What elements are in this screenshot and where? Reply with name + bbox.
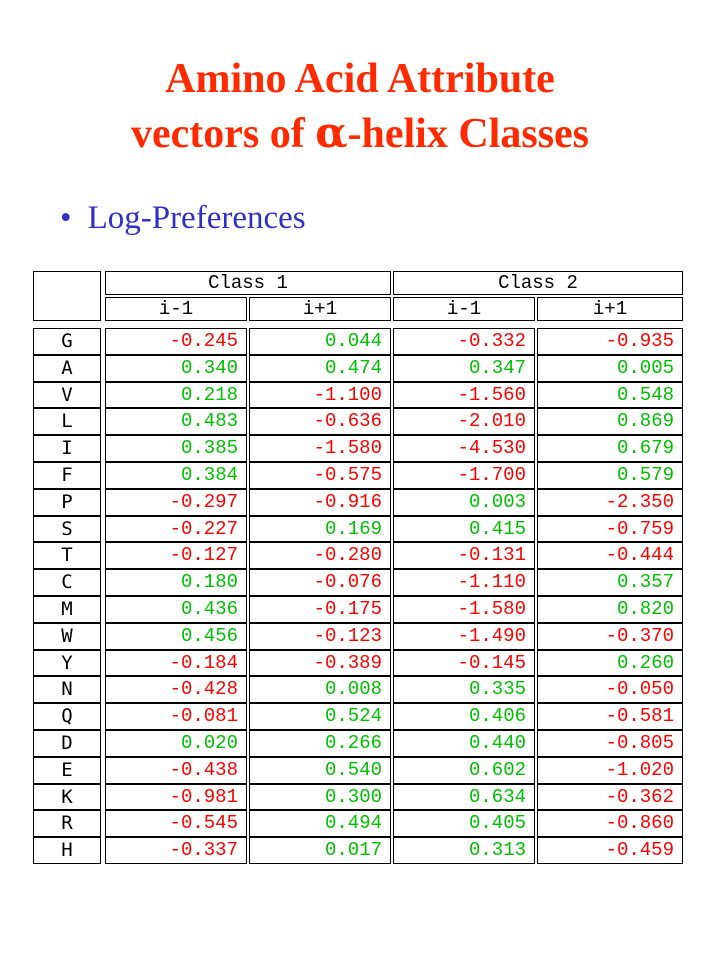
slide-title	[0, 52, 720, 161]
value-cell: 0.357	[537, 569, 683, 596]
value-cell: 0.474	[249, 355, 391, 382]
value-cell: 0.483	[105, 408, 247, 435]
value-cell: -1.020	[537, 757, 683, 784]
value-cell: 0.406	[393, 703, 535, 730]
class-header-1: Class 1	[105, 271, 391, 295]
value-cell: -0.575	[249, 462, 391, 489]
bullet-dot: •	[60, 200, 72, 236]
corner-cell	[33, 271, 101, 321]
title-line-2-prefix: vectors of	[130, 111, 316, 157]
value-cell: 0.540	[249, 757, 391, 784]
value-cell: 0.218	[105, 382, 247, 409]
value-cell: -0.370	[537, 623, 683, 650]
amino-acid-label: G	[33, 328, 101, 355]
value-cell: 0.008	[249, 676, 391, 703]
amino-acid-label: S	[33, 516, 101, 543]
value-cell: 0.169	[249, 516, 391, 543]
value-cell: -0.245	[105, 328, 247, 355]
amino-acid-label: R	[33, 810, 101, 837]
value-cell: -0.362	[537, 784, 683, 811]
title-line-1: Amino Acid Attribute	[165, 56, 555, 102]
value-cell: 0.384	[105, 462, 247, 489]
value-cell: 0.679	[537, 435, 683, 462]
value-cell: -0.081	[105, 703, 247, 730]
value-cell: -0.127	[105, 542, 247, 569]
value-cell: 0.180	[105, 569, 247, 596]
value-cell: -0.227	[105, 516, 247, 543]
value-cell: 0.405	[393, 810, 535, 837]
value-cell: 0.266	[249, 730, 391, 757]
sub-header-1: i-1	[105, 297, 247, 321]
value-cell: -4.530	[393, 435, 535, 462]
value-cell: -0.581	[537, 703, 683, 730]
value-cell: -0.636	[249, 408, 391, 435]
value-cell: -0.459	[537, 837, 683, 864]
value-cell: -0.545	[105, 810, 247, 837]
value-cell: 0.456	[105, 623, 247, 650]
amino-acid-label: V	[33, 382, 101, 409]
amino-acid-label: M	[33, 596, 101, 623]
amino-acid-label: I	[33, 435, 101, 462]
title-line-2-suffix: -helix Classes	[347, 111, 590, 157]
value-cell: -1.700	[393, 462, 535, 489]
class-header-2: Class 2	[393, 271, 683, 295]
amino-acid-label: P	[33, 489, 101, 516]
value-cell: 0.440	[393, 730, 535, 757]
value-cell: -0.280	[249, 542, 391, 569]
value-cell: -0.050	[537, 676, 683, 703]
value-cell: -0.444	[537, 542, 683, 569]
value-cell: -1.490	[393, 623, 535, 650]
value-cell: 0.260	[537, 650, 683, 677]
value-cell: -0.428	[105, 676, 247, 703]
value-cell: 0.579	[537, 462, 683, 489]
value-cell: 0.524	[249, 703, 391, 730]
value-cell: 0.044	[249, 328, 391, 355]
value-cell: 0.020	[105, 730, 247, 757]
value-cell: 0.634	[393, 784, 535, 811]
value-cell: -0.332	[393, 328, 535, 355]
sub-header-4: i+1	[537, 297, 683, 321]
value-cell: 0.548	[537, 382, 683, 409]
value-cell: 0.820	[537, 596, 683, 623]
value-cell: -2.010	[393, 408, 535, 435]
value-cell: 0.313	[393, 837, 535, 864]
amino-acid-label: H	[33, 837, 101, 864]
value-cell: -0.297	[105, 489, 247, 516]
value-cell: -1.110	[393, 569, 535, 596]
value-cell: -1.580	[393, 596, 535, 623]
value-cell: -0.438	[105, 757, 247, 784]
amino-acid-label: F	[33, 462, 101, 489]
value-cell: -0.935	[537, 328, 683, 355]
value-cell: 0.602	[393, 757, 535, 784]
value-cell: -2.350	[537, 489, 683, 516]
amino-acid-label: A	[33, 355, 101, 382]
value-cell: -0.916	[249, 489, 391, 516]
amino-acid-label: E	[33, 757, 101, 784]
value-cell: -0.131	[393, 542, 535, 569]
value-cell: 0.017	[249, 837, 391, 864]
value-cell: 0.340	[105, 355, 247, 382]
bullet-text: Log-Preferences	[87, 200, 306, 236]
log-preferences-table	[33, 271, 683, 875]
value-cell: -0.337	[105, 837, 247, 864]
value-cell: -0.389	[249, 650, 391, 677]
value-cell: 0.300	[249, 784, 391, 811]
value-cell: -0.981	[105, 784, 247, 811]
value-cell: 0.385	[105, 435, 247, 462]
sub-header-2: i+1	[249, 297, 391, 321]
value-cell: -1.100	[249, 382, 391, 409]
value-cell: 0.436	[105, 596, 247, 623]
amino-acid-label: D	[33, 730, 101, 757]
value-cell: 0.347	[393, 355, 535, 382]
alpha-symbol: α	[315, 108, 348, 157]
value-cell: -0.759	[537, 516, 683, 543]
amino-acid-label: K	[33, 784, 101, 811]
amino-acid-label: T	[33, 542, 101, 569]
bullet-item	[60, 200, 306, 237]
value-cell: 0.003	[393, 489, 535, 516]
amino-acid-label: Y	[33, 650, 101, 677]
value-cell: -0.145	[393, 650, 535, 677]
value-cell: -0.076	[249, 569, 391, 596]
amino-acid-label: L	[33, 408, 101, 435]
value-cell: 0.335	[393, 676, 535, 703]
amino-acid-label: C	[33, 569, 101, 596]
value-cell: -0.805	[537, 730, 683, 757]
amino-acid-label: N	[33, 676, 101, 703]
value-cell: -0.123	[249, 623, 391, 650]
value-cell: 0.494	[249, 810, 391, 837]
value-cell: -0.184	[105, 650, 247, 677]
value-cell: -0.860	[537, 810, 683, 837]
title-line-2	[0, 106, 720, 161]
amino-acid-label: Q	[33, 703, 101, 730]
value-cell: 0.869	[537, 408, 683, 435]
value-cell: -0.175	[249, 596, 391, 623]
sub-header-3: i-1	[393, 297, 535, 321]
value-cell: -1.580	[249, 435, 391, 462]
amino-acid-label: W	[33, 623, 101, 650]
value-cell: 0.005	[537, 355, 683, 382]
value-cell: -1.560	[393, 382, 535, 409]
value-cell: 0.415	[393, 516, 535, 543]
